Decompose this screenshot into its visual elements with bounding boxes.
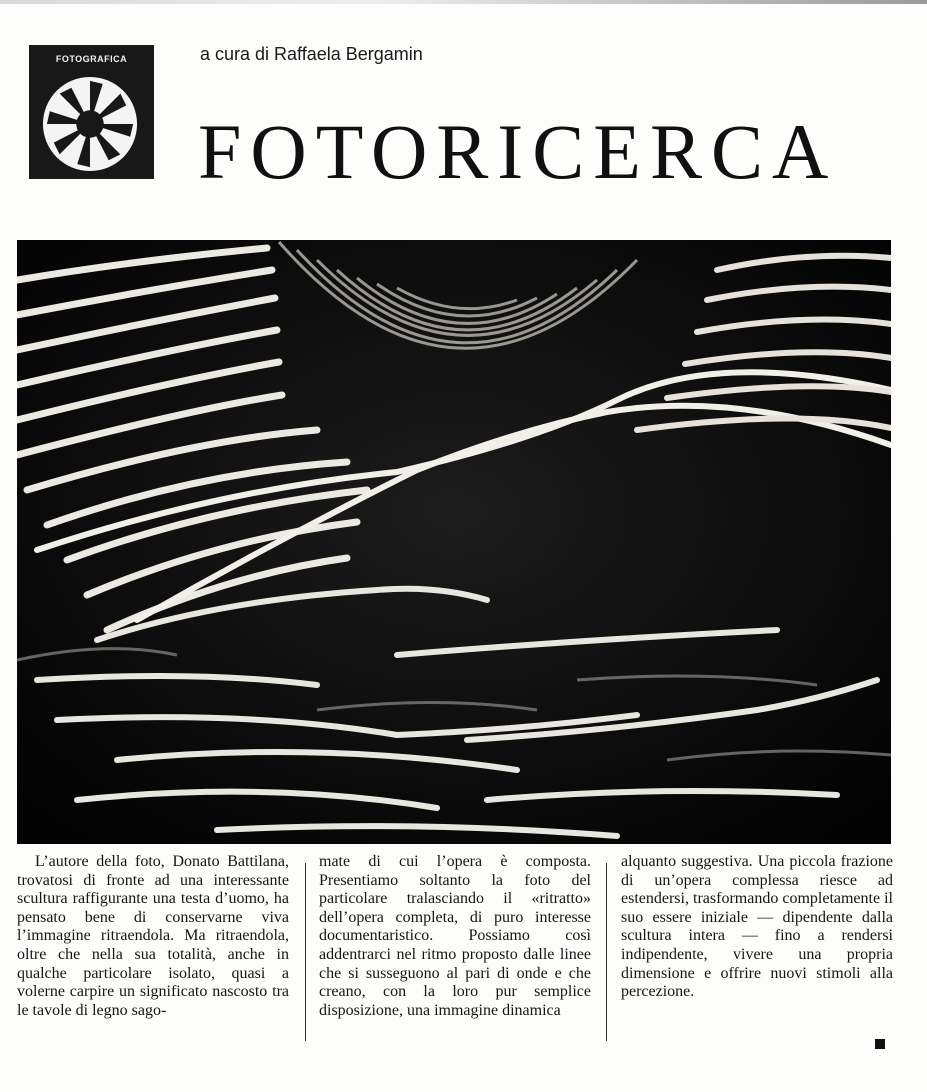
- camera-aperture-icon: [41, 75, 139, 173]
- article-column-2: mate di cui l’opera è composta. Presentiamo soltanto la foto del particolare tralasciando il «ritratto» dell’opera completa, di puro interesse documentaristico. Possiamo così addentrarci nel ritmo proposto dalle linee che si susseguono al pari di onde e che creano, con la loro pur semplice disposizione, una immagine dinamica: [319, 853, 591, 1019]
- logo-label: FOTOGRAFICA: [55, 54, 128, 64]
- sculpture-photo-drawing: [17, 240, 891, 844]
- column-divider: [606, 863, 607, 1041]
- article-column-1: L’autore della foto, Donato Battilana, trovatosi di fronte ad una interessante scultura raffigurante una testa d’uomo, ha pensato bene di conservarne viva l’immagine ritraendola. Ma ritraendola, oltre che nella sua totalità, anche in qualche particolare isolato, quasi a volerne carpire un significato nascosto tra le tavole di legno sago-: [17, 853, 289, 1019]
- square-end-mark-icon: [875, 1039, 885, 1049]
- page-title: FOTORICERCA: [198, 108, 838, 195]
- column-divider: [305, 863, 306, 1041]
- byline: a cura di Raffaela Bergamin: [200, 44, 423, 64]
- page-top-edge: [0, 0, 927, 4]
- article-column-3: alquanto suggestiva. Una piccola frazione di un’opera complessa riesce ad estendersi, trasformando completamente il suo essere iniziale — dipendente dalla scultura intera — fino a rendersi indipendente, vivere una propria dimensione e offrire nuovi stimoli alla percezione.: [621, 853, 893, 1001]
- sculpture-photo: [17, 240, 891, 844]
- fotografica-logo: [29, 45, 154, 179]
- article-body: [17, 853, 897, 1053]
